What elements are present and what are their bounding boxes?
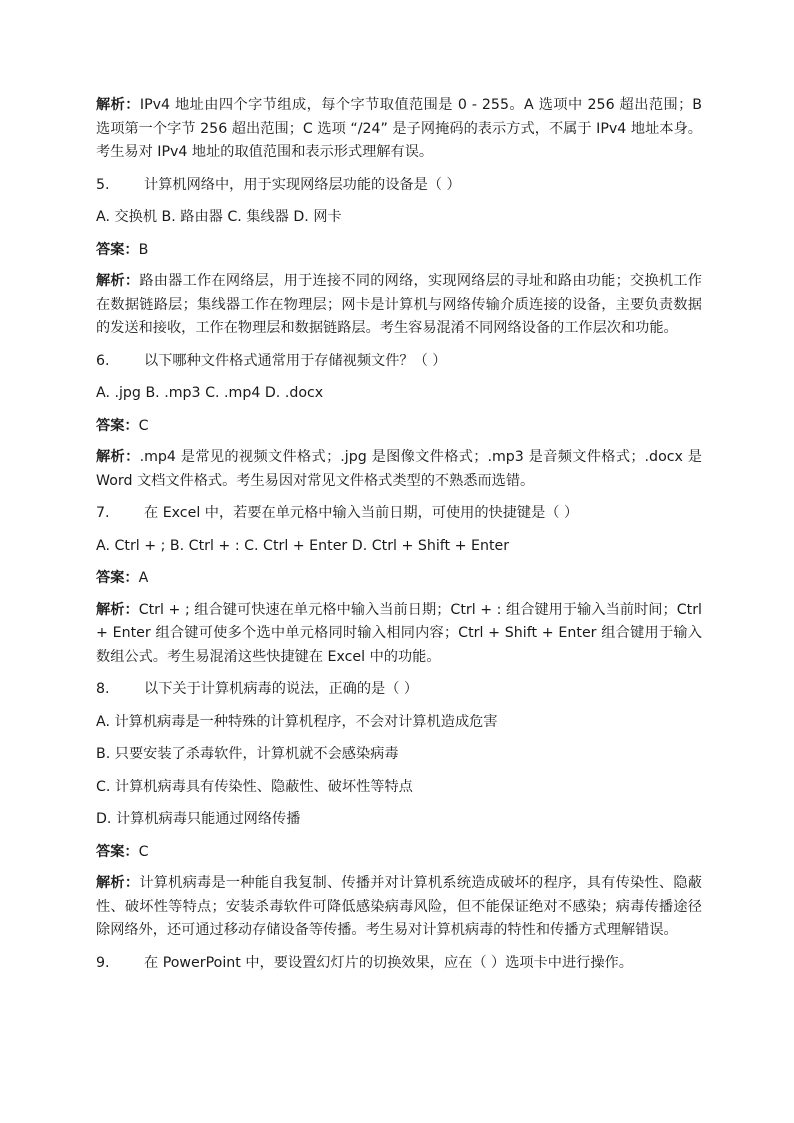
explanation-text: 计算机病毒是一种能自我复制、传播并对计算机系统造成破坏的程序，具有传染性、隐蔽性、破坏性等特点；安装杀毒软件可降低感染病毒风险，但不能保证绝对不感染；病毒传播途径除网络外，还可通过移动存储设备等传播。考生易对计算机病毒的特性和传播方式理解错误。 [96, 875, 702, 938]
question-number: 8. [96, 681, 110, 697]
explanation-label: 解析 [96, 273, 125, 289]
answer-block [96, 567, 702, 591]
option-a: A. 计算机病毒是一种特殊的计算机程序，不会对计算机造成危害 [96, 713, 498, 730]
question-text: 计算机网络中，用于实现网络层功能的设备是（ ） [144, 176, 461, 193]
explanation-block [96, 446, 702, 493]
question-number: 5. [96, 176, 110, 193]
explanation-block [96, 94, 702, 165]
label-colon: ： [124, 417, 139, 434]
explanation-label: 解析 [96, 875, 125, 891]
question-text: 以下关于计算机病毒的说法，正确的是（ ） [144, 681, 419, 697]
question-9 [96, 952, 702, 976]
explanation-block [96, 599, 702, 670]
answer-label: 答案 [96, 417, 125, 434]
answer-block [96, 415, 702, 439]
explanation-text: IPv4 地址由四个字节组成，每个字节取值范围是 0 - 255。A 选项中 256 超出范围；B 选项第一个字节 256 超出范围；C 选项 “/24” 是子网掩码的表示方式，不属于 IPv4 地址本身。考生易对 IPv4 地址的取值范围和表示形式理解有误。 [96, 97, 702, 160]
answer-label: 答案 [96, 570, 125, 586]
answer-value: B [138, 241, 149, 258]
question-7-options: A. Ctrl + ; B. Ctrl + : C. Ctrl + Enter D. Ctrl + Shift + Enter [96, 537, 510, 554]
answer-value: C [138, 843, 149, 860]
question-text: 以下哪种文件格式通常用于存储视频文件？（ ） [144, 352, 447, 369]
question-7 [96, 502, 702, 526]
explanation-block [96, 270, 702, 341]
explanation-label: 解析 [96, 601, 125, 618]
question-6 [96, 350, 702, 374]
question-text: 在 PowerPoint 中，要设置幻灯片的切换效果，应在（ ）选项卡中进行操作。 [144, 954, 633, 971]
label-colon: ： [124, 875, 140, 891]
explanation-text: 路由器工作在网络层，用于连接不同的网络，实现网络层的寻址和路由功能；交换机工作在数据链路层；集线器工作在物理层；网卡是计算机与网络传输介质连接的设备，主要负责数据的发送和接收，工作在物理层和数据链路层。考生容易混淆不同网络设备的工作层次和功能。 [96, 273, 702, 336]
label-colon: ： [124, 273, 140, 289]
option-c: C. 计算机病毒具有传染性、隐蔽性、破坏性等特点 [96, 778, 413, 795]
label-colon: ： [125, 449, 140, 465]
answer-value: A [138, 570, 149, 586]
question-number: 7. [96, 505, 110, 521]
question-text: 在 Excel 中，若要在单元格中输入当前日期，可使用的快捷键是（ ） [144, 505, 579, 521]
explanation-label: 解析 [96, 449, 126, 465]
document-page [96, 94, 702, 984]
answer-label: 答案 [96, 843, 125, 860]
question-number: 9. [96, 954, 110, 971]
explanation-block [96, 872, 702, 943]
label-colon: ： [125, 97, 140, 113]
option-b: B. 只要安装了杀毒软件，计算机就不会感染病毒 [96, 746, 399, 762]
explanation-label: 解析 [96, 97, 126, 113]
answer-label: 答案 [96, 241, 125, 258]
label-colon: ： [124, 601, 139, 618]
question-8 [96, 678, 702, 702]
option-d: D. 计算机病毒只能通过网络传播 [96, 811, 301, 827]
explanation-text: .mp4 是常见的视频文件格式；.jpg 是图像文件格式；.mp3 是音频文件格式；.docx 是 Word 文档文件格式。考生易因对常见文件格式类型的不熟悉而选错。 [96, 449, 702, 489]
question-5 [96, 174, 702, 198]
label-colon: ： [124, 241, 139, 258]
answer-block [96, 841, 702, 865]
label-colon: ： [124, 570, 139, 586]
answer-block [96, 239, 702, 263]
answer-value: C [138, 417, 149, 434]
explanation-text: Ctrl + ; 组合键可快速在单元格中输入当前日期；Ctrl + : 组合键用于输入当前时间；Ctrl + Enter 组合键可使多个选中单元格同时输入相同内容；Ctrl + Shift + Enter 组合键用于输入数组公式。考生易混淆这些快捷键在 Excel 中的功能。 [96, 601, 702, 665]
question-6-options: A. .jpg B. .mp3 C. .mp4 D. .docx [96, 385, 324, 401]
question-number: 6. [96, 352, 110, 369]
label-colon: ： [124, 843, 139, 860]
question-5-options: A. 交换机 B. 路由器 C. 集线器 D. 网卡 [96, 209, 342, 225]
